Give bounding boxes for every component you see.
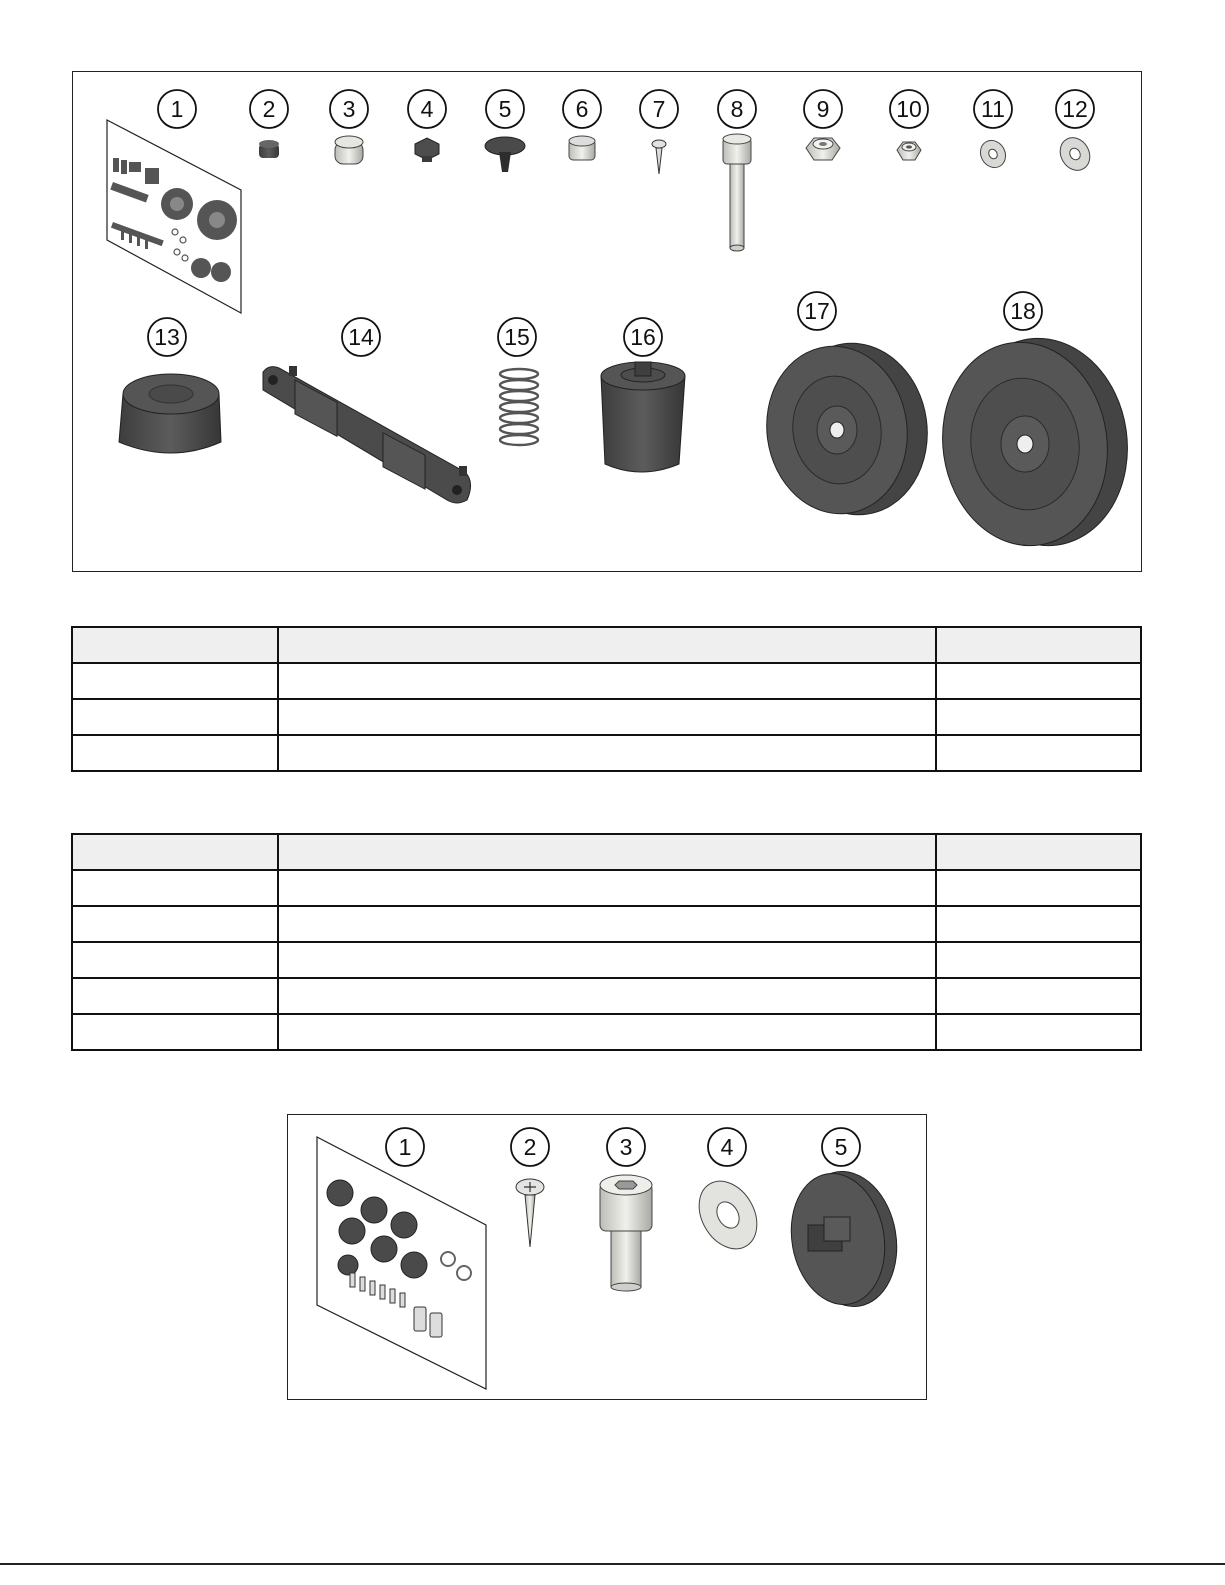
part-8-bolt (723, 134, 751, 251)
svg-text:2: 2 (523, 1134, 537, 1160)
callout-b3 (607, 1128, 645, 1166)
svg-text:18: 18 (1010, 298, 1036, 324)
svg-text:3: 3 (342, 96, 356, 122)
table-cell (72, 942, 278, 978)
table-cell (72, 735, 278, 771)
svg-text:5: 5 (834, 1134, 848, 1160)
callout-b4 (708, 1128, 746, 1166)
part-4-square-nut (415, 138, 439, 162)
callout-4 (408, 90, 446, 128)
table-header-cell (936, 834, 1141, 870)
callout-17 (798, 292, 836, 330)
callout-15 (498, 318, 536, 356)
table-header-cell (72, 627, 278, 663)
table-cell (278, 906, 935, 942)
table-cell (278, 735, 935, 771)
svg-text:12: 12 (1062, 96, 1088, 122)
part-b3-bolt (600, 1175, 652, 1291)
part-6-bushing (569, 136, 595, 160)
page-bottom-rule (0, 1563, 1225, 1565)
table-cell (936, 1014, 1141, 1050)
table-cell (72, 663, 278, 699)
table-cell (936, 663, 1141, 699)
callout-14 (342, 318, 380, 356)
table-cell (936, 735, 1141, 771)
table-row (72, 699, 1141, 735)
table-cell (278, 978, 935, 1014)
part-b4-washer (687, 1171, 768, 1259)
svg-text:10: 10 (896, 96, 922, 122)
part-12-washer (1054, 132, 1095, 175)
svg-text:4: 4 (420, 96, 434, 122)
part-b5-knob (781, 1164, 907, 1315)
callout-5 (486, 90, 524, 128)
parts-table-1 (71, 626, 1142, 772)
svg-text:4: 4 (720, 1134, 734, 1160)
svg-text:17: 17 (804, 298, 830, 324)
svg-text:11: 11 (981, 96, 1005, 122)
part-5-push-rivet (485, 137, 525, 172)
callout-2 (250, 90, 288, 128)
part-1-kit-card (107, 120, 241, 313)
table-cell (72, 870, 278, 906)
part-16-roller (601, 362, 685, 472)
table-row (72, 1014, 1141, 1050)
parts-illustration-top (73, 72, 1143, 573)
callout-b1 (386, 1128, 424, 1166)
svg-text:8: 8 (730, 96, 744, 122)
table-header-row (72, 834, 1141, 870)
part-b2-screw (516, 1179, 544, 1247)
parts-table-2 (71, 833, 1142, 1051)
callout-3 (330, 90, 368, 128)
callout-13 (148, 318, 186, 356)
svg-text:14: 14 (348, 324, 374, 350)
table-row (72, 663, 1141, 699)
table-cell (278, 942, 935, 978)
part-7-screw (652, 140, 666, 174)
parts-diagram-bottom (287, 1114, 927, 1400)
part-10-small-nut (897, 142, 921, 160)
svg-text:1: 1 (170, 96, 184, 122)
part-b1-kit-card (317, 1137, 486, 1389)
table-cell (72, 699, 278, 735)
part-15-spring (500, 369, 538, 445)
svg-text:13: 13 (154, 324, 180, 350)
part-14-bracket (263, 366, 471, 503)
table-cell (936, 870, 1141, 906)
part-13-bumper (119, 374, 221, 453)
table-cell (936, 942, 1141, 978)
callout-6 (563, 90, 601, 128)
table-header-cell (278, 627, 935, 663)
callout-16 (624, 318, 662, 356)
table-cell (72, 1014, 278, 1050)
callout-11 (974, 90, 1012, 128)
callout-1 (158, 90, 196, 128)
table-cell (936, 978, 1141, 1014)
table-header-row (72, 627, 1141, 663)
table-cell (278, 1014, 935, 1050)
table-row (72, 870, 1141, 906)
table-row (72, 735, 1141, 771)
svg-text:7: 7 (652, 96, 666, 122)
table-cell (278, 870, 935, 906)
table-cell (936, 906, 1141, 942)
callout-10 (890, 90, 928, 128)
svg-text:1: 1 (398, 1134, 412, 1160)
svg-text:15: 15 (504, 324, 530, 350)
table-cell (72, 978, 278, 1014)
callout-7 (640, 90, 678, 128)
svg-text:6: 6 (575, 96, 589, 122)
table-cell (278, 699, 935, 735)
callout-b5 (822, 1128, 860, 1166)
part-3-cap (335, 136, 363, 164)
callout-9 (804, 90, 842, 128)
svg-text:3: 3 (619, 1134, 633, 1160)
part-2-plug (259, 140, 279, 158)
parts-diagram-top (72, 71, 1142, 572)
table-cell (278, 663, 935, 699)
part-17-pulley (756, 334, 938, 524)
table-row (72, 942, 1141, 978)
table-header-cell (936, 627, 1141, 663)
part-11-washer (976, 136, 1011, 172)
callout-b2 (511, 1128, 549, 1166)
table-header-cell (278, 834, 935, 870)
svg-text:5: 5 (498, 96, 512, 122)
table-cell (936, 699, 1141, 735)
part-18-pulley-large (930, 327, 1141, 556)
table-row (72, 906, 1141, 942)
parts-illustration-bottom (288, 1115, 928, 1401)
table-header-cell (72, 834, 278, 870)
table-cell (72, 906, 278, 942)
svg-text:9: 9 (816, 96, 830, 122)
callout-8 (718, 90, 756, 128)
part-9-lock-nut (806, 138, 840, 160)
callout-12 (1056, 90, 1094, 128)
svg-text:2: 2 (262, 96, 276, 122)
svg-text:16: 16 (630, 324, 656, 350)
callout-18 (1004, 292, 1042, 330)
table-row (72, 978, 1141, 1014)
